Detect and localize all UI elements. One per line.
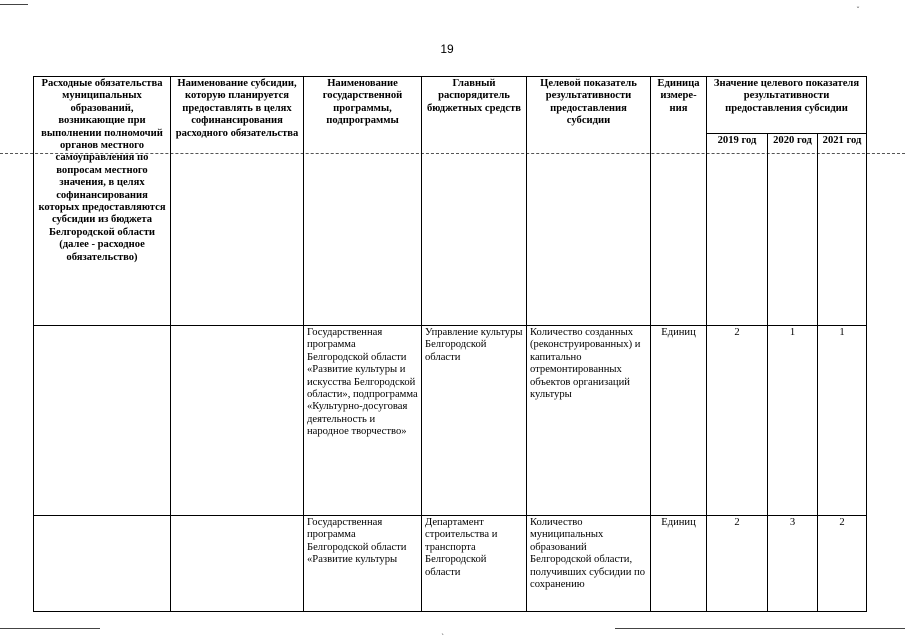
cell-program: Государственная программа Белгородской области «Развитие культуры: [304, 516, 422, 612]
header-year-2019: 2019 год: [707, 134, 768, 326]
page-number: 19: [440, 42, 454, 56]
header-obligation: Расходные обязательства муниципальных образований, возникающие при выполнении полномочий органов местного самоуправления по вопросам местного значения, в целях софинансирования которых предоставляются субсидии из бюджета Белгородской области (далее - расходное обязательство): [34, 77, 171, 326]
cell-indicator: Количество созданных (реконструированных) и капитально отремонтированных объектов организаций культуры: [527, 326, 651, 516]
header-administrator: Главный распорядитель бюджетных средств: [422, 77, 527, 326]
header-year-2020: 2020 год: [768, 134, 818, 326]
cell-value-2019: 2: [707, 326, 768, 516]
cell-administrator: Управление культуры Белгородской области: [422, 326, 527, 516]
table-row: [34, 326, 867, 516]
header-unit: Единица измере-ния: [651, 77, 707, 326]
cell-administrator: Департамент строительства и транспорта Белгородской области: [422, 516, 527, 612]
cell-program: Государственная программа Белгородской области «Развитие культуры и искусства Белгородской области», подпрограмма «Культурно-досуговая деятельность и народное творчество»: [304, 326, 422, 516]
cell-indicator: Количество муниципальных образований Белгородской области, получивших субсидии по сохранению: [527, 516, 651, 612]
subsidy-table: [33, 76, 867, 612]
cell-unit: Единиц: [651, 326, 707, 516]
scan-artifact-dot: ˎ: [441, 626, 445, 635]
table-row: [34, 516, 867, 612]
cell-value-2020: 3: [768, 516, 818, 612]
scan-artifact-bottom-right: [615, 628, 905, 629]
cell-subsidy: [171, 326, 304, 516]
cell-unit: Единиц: [651, 516, 707, 612]
header-year-2021: 2021 год: [818, 134, 867, 326]
cell-value-2019: 2: [707, 516, 768, 612]
cell-value-2020: 1: [768, 326, 818, 516]
header-indicator: Целевой показатель результативности предоставления субсидии: [527, 77, 651, 326]
header-subsidy: Наименование субсидии, которую планируется предоставлять в целях софинансирования расходного обязательства: [171, 77, 304, 326]
cell-value-2021: 2: [818, 516, 867, 612]
scan-artifact-dot: ˇ: [856, 6, 860, 15]
header-target-value: Значение целевого показателя результативности предоставления субсидии: [707, 77, 867, 134]
header-row-1: [34, 77, 867, 134]
scan-artifact-top-left: [0, 4, 28, 5]
cell-subsidy: [171, 516, 304, 612]
header-program: Наименование государственной программы, подпрограммы: [304, 77, 422, 326]
cell-obligation: [34, 516, 171, 612]
cell-obligation: [34, 326, 171, 516]
cell-value-2021: 1: [818, 326, 867, 516]
scan-artifact-bottom-left: [0, 628, 100, 629]
